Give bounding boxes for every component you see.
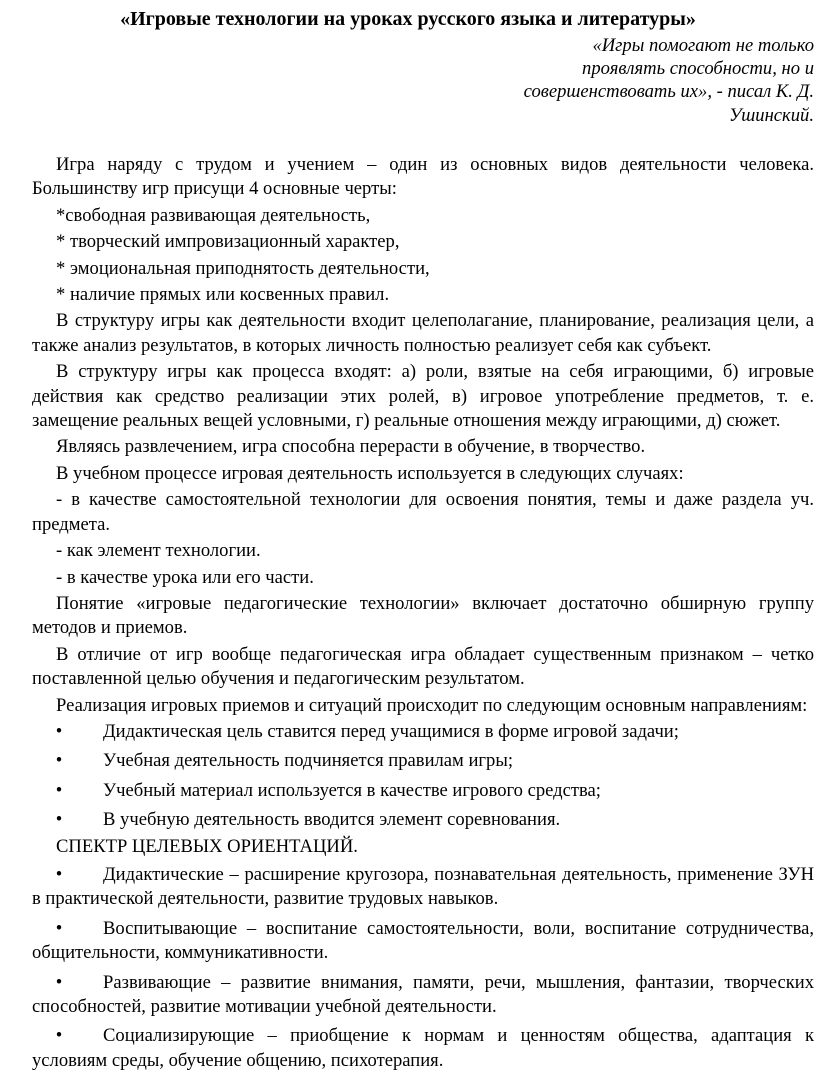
epigraph-line: совершенствовать их», - писал К. Д. <box>523 81 814 103</box>
paragraph-structure-process: В структуру игры как процесса входят: а) роли, взятые на себя играющими, б) игровые действия как средство реализации этих ролей, в) игровое употребление предметов, т. е. замещение реальных вещей условными, г) реальные отношения между играющими, д) сюжет. <box>32 361 814 432</box>
paragraph-structure-activity: В структуру игры как деятельности входит целеполагание, планирование, реализация цели, а также анализ результатов, в которых личность полностью реализует себя как субъект. <box>32 310 814 356</box>
spectrum-text: Дидактические – расширение кругозора, познавательная деятельность, применение ЗУН в практической деятельности, развитие трудовых навыков. <box>32 863 814 910</box>
case-item: - в качестве самостоятельной технологии для освоения понятия, темы и даже раздела уч. предмета. <box>32 489 814 535</box>
paragraph-concept: Понятие «игровые педагогические технологии» включает достаточно обширную группу методов и приемов. <box>32 592 814 639</box>
spectrum-item <box>32 1024 814 1073</box>
bullet-icon: • <box>55 720 63 742</box>
direction-item <box>32 779 814 803</box>
spectrum-item <box>32 917 814 966</box>
direction-text: Дидактическая цель ставится перед учащимися в форме игровой задачи; <box>103 720 679 742</box>
direction-text: Учебная деятельность подчиняется правилам игры; <box>103 750 513 772</box>
bullet-icon: • <box>55 750 63 772</box>
epigraph-line: Ушинский. <box>728 104 814 126</box>
bullet-icon: • <box>55 971 63 993</box>
paragraph-cases-intro: В учебном процессе игровая деятельность используется в следующих случаях: <box>56 462 684 484</box>
epigraph-line: «Игры помогают не только <box>592 35 814 56</box>
spectrum-item <box>32 863 814 912</box>
trait-item: *свободная развивающая деятельность, <box>56 204 371 226</box>
spectrum-text: Воспитывающие – воспитание самостоятельности, воли, воспитание сотрудничества, общительности, коммуникативности. <box>32 917 814 964</box>
trait-item: * эмоциональная приподнятость деятельности, <box>56 257 430 279</box>
trait-item: * творческий импровизационный характер, <box>56 231 400 253</box>
case-item: - как элемент технологии. <box>56 540 261 562</box>
spectrum-item <box>32 971 814 1020</box>
bullet-icon: • <box>55 779 63 801</box>
epigraph <box>454 34 814 127</box>
bullet-icon: • <box>55 917 63 939</box>
paragraph-difference: В отличие от игр вообще педагогическая игра обладает существенным признаком – четко поставленной целью обучения и педагогическим результатом. <box>32 643 814 690</box>
case-item: - в качестве урока или его части. <box>56 566 314 588</box>
spectrum-text: Развивающие – развитие внимания, памяти, речи, мышления, фантазии, творческих способностей, развитие мотивации учебной деятельности. <box>32 971 814 1017</box>
bullet-icon: • <box>55 863 63 885</box>
paragraph-entertainment: Являясь развлечением, игра способна перерасти в обучение, в творчество. <box>56 436 646 458</box>
trait-item: * наличие прямых или косвенных правил. <box>56 284 390 306</box>
spectrum-heading: СПЕКТР ЦЕЛЕВЫХ ОРИЕНТАЦИЙ. <box>56 835 358 857</box>
direction-item <box>32 749 814 773</box>
direction-item <box>32 808 814 832</box>
paragraph-intro: Игра наряду с трудом и учением – один из основных видов деятельности человека. Большинству игр присущи 4 основные черты: <box>32 154 814 200</box>
epigraph-line: проявлять способности, но и <box>582 58 814 80</box>
document-body <box>32 153 814 1078</box>
bullet-icon: • <box>55 809 63 831</box>
direction-text: Учебный материал используется в качестве игрового средства; <box>103 779 601 801</box>
direction-item <box>32 720 814 744</box>
bullet-icon: • <box>55 1025 63 1047</box>
spectrum-text: Социализирующие – приобщение к нормам и ценностям общества, адаптация к условиям среды, обучение общению, психотерапия. <box>32 1025 814 1071</box>
paragraph-directions-intro: Реализация игровых приемов и ситуаций происходит по следующим основным направлениям: <box>56 694 808 716</box>
direction-text: В учебную деятельность вводится элемент соревнования. <box>103 809 561 831</box>
document-title: «Игровые технологии на уроках русского языка и литературы» <box>120 8 696 30</box>
